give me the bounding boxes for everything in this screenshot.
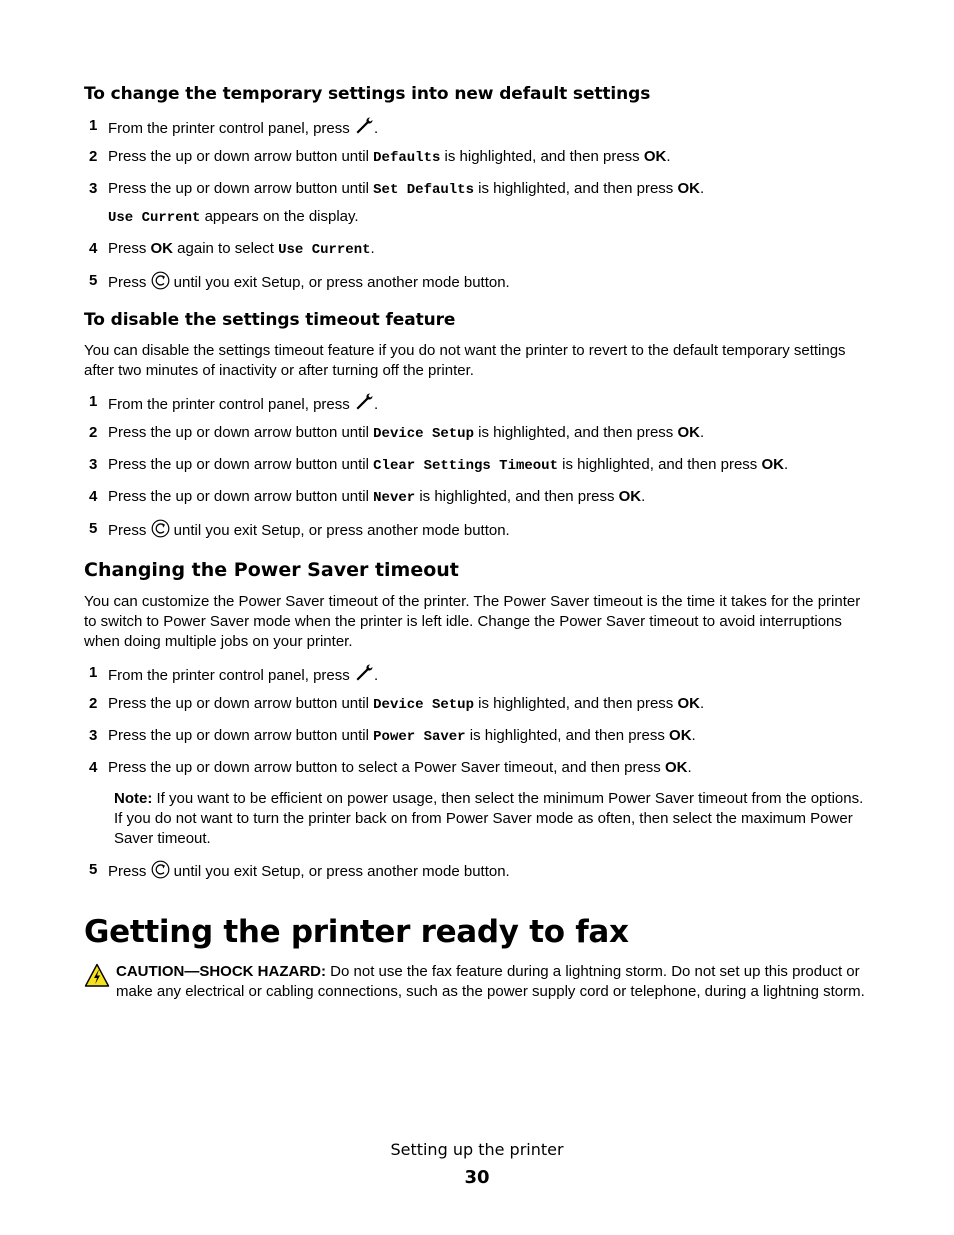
page-number: 30: [464, 1167, 490, 1188]
section-heading-power-saver: Changing the Power Saver timeout: [84, 559, 459, 581]
step-3-result: Use Current appears on the display.: [108, 208, 359, 226]
section-heading-timeout: To disable the settings timeout feature: [84, 310, 456, 330]
power-saver-intro: You can customize the Power Saver timeout of the printer. The Power Saver timeout is the time it takes for the printer to switch to Power Saver mode when the printer is left idle. Change the Power Saver timeout to avoid interruptions when doing multiple jobs on your printer.: [84, 593, 861, 650]
footer-title: Setting up the printer: [390, 1140, 564, 1159]
back-arrow-icon: [151, 519, 170, 544]
wrench-icon: [354, 116, 374, 142]
section-heading-defaults: To change the temporary settings into new default settings: [84, 84, 651, 104]
back-arrow-icon: [151, 271, 170, 296]
power-saver-note: Note: If you want to be efficient on power usage, then select the minimum Power Saver timeout from the options. If you do not want to turn the printer back on from Power Saver mode as often, then select the maximum Power Saver timeout.: [114, 790, 864, 847]
warning-triangle-icon: [84, 963, 110, 993]
wrench-icon: [354, 392, 374, 418]
back-arrow-icon: [151, 860, 170, 885]
caution-shock-hazard: CAUTION—SHOCK HAZARD: Do not use the fax feature during a lightning storm. Do not set up this product or make any electrical or cabling connections, such as the power supply cord or telephone, during a lightning storm.: [116, 963, 865, 1000]
timeout-intro: You can disable the settings timeout feature if you do not want the printer to revert to the default temporary settings after two minutes of inactivity or after turning off the printer.: [84, 342, 846, 379]
wrench-icon: [354, 663, 374, 689]
chapter-heading-fax: Getting the printer ready to fax: [84, 914, 629, 950]
